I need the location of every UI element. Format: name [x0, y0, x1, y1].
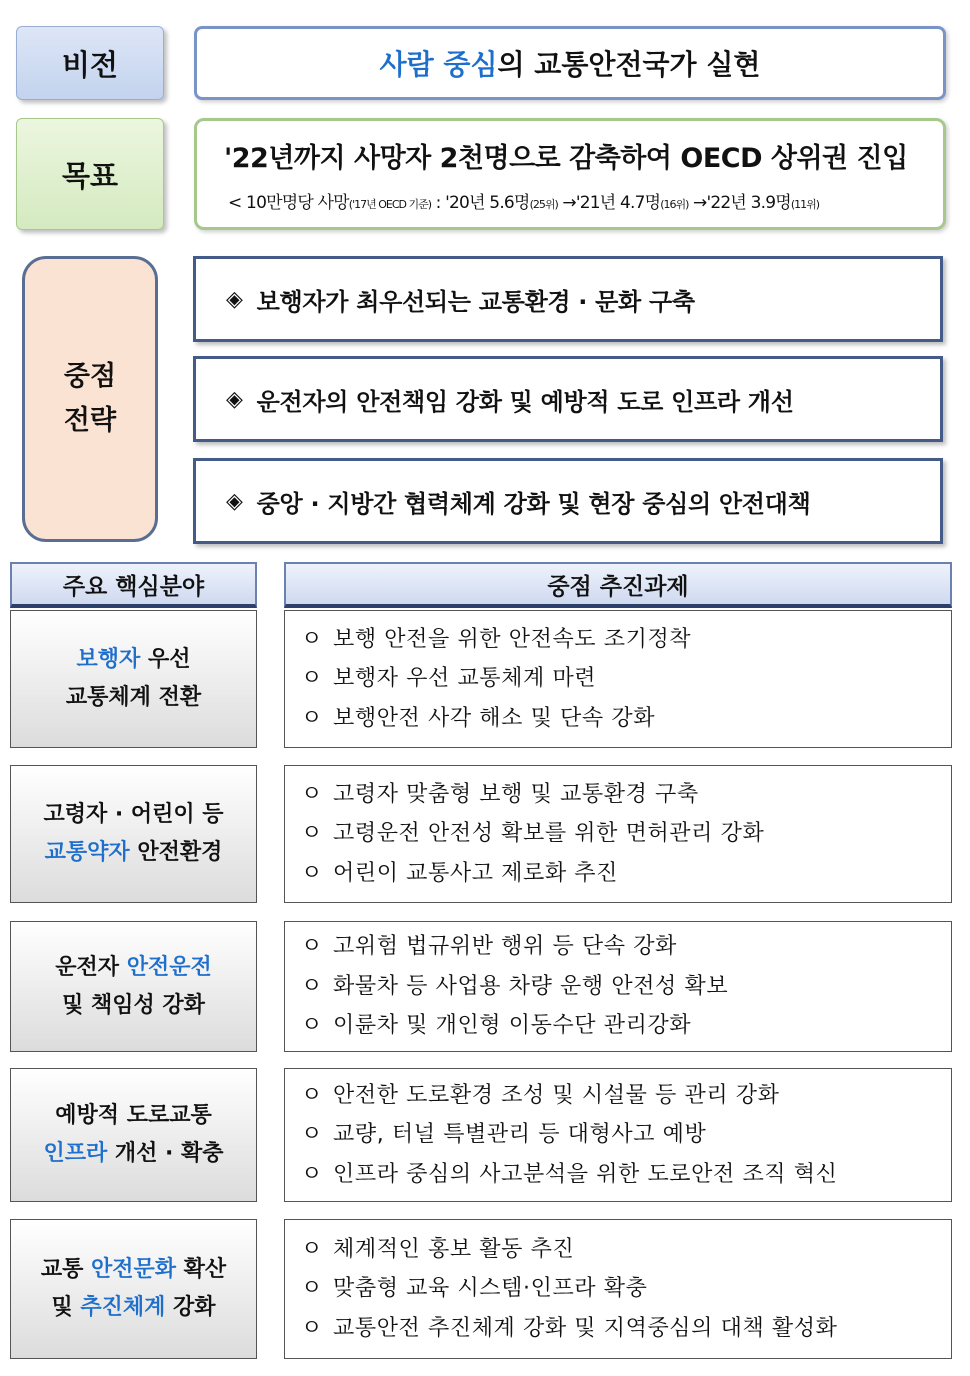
goal-sub-text: < 10만명당 사망('17년 OECD 기준) : '20년 5.6명(25위) →'21년 4.7명(16위) →'22년 3.9명(11위)	[228, 193, 820, 213]
area-cell: 보행자 우선 교통체계 전환	[10, 610, 257, 748]
goal-label: 목표	[16, 118, 164, 230]
vision-highlight: 사람 중심	[379, 48, 498, 81]
diamond-icon: ◈	[226, 286, 243, 312]
area-cell: 고령자 · 어린이 등 교통약자 안전환경	[10, 765, 257, 903]
tasks-cell	[284, 1219, 952, 1359]
task-item: ㅇ 고령자 맞춤형 보행 및 교통환경 구축	[301, 781, 699, 807]
area-cell: 운전자 안전운전 및 책임성 강화	[10, 921, 257, 1052]
area-cell: 교통 안전문화 확산 및 추진체계 강화	[10, 1219, 257, 1359]
tasks-cell	[284, 1068, 952, 1202]
task-item: ㅇ 보행안전 사각 해소 및 단속 강화	[301, 705, 656, 731]
task-item: ㅇ 인프라 중심의 사고분석을 위한 도로안전 조직 혁신	[301, 1161, 838, 1187]
task-item: ㅇ 교량, 터널 특별관리 등 대형사고 예방	[301, 1122, 707, 1148]
task-item: ㅇ 어린이 교통사고 제로화 추진	[301, 860, 619, 886]
tasks-cell	[284, 765, 952, 903]
vision-label: 비전	[16, 26, 164, 100]
task-item: ㅇ 보행 안전을 위한 안전속도 조기정착	[301, 626, 692, 652]
task-item: ㅇ 교통안전 추진체계 강화 및 지역중심의 대책 활성화	[301, 1315, 838, 1341]
task-item: ㅇ 맞춤형 교육 시스템·인프라 확충	[301, 1276, 648, 1302]
strategy-item: ◈ 운전자의 안전책임 강화 및 예방적 도로 인프라 개선	[193, 356, 943, 442]
vision-statement	[194, 26, 946, 100]
strategy-item: ◈ 보행자가 최우선되는 교통환경 · 문화 구축	[193, 256, 943, 342]
task-item: ㅇ 고령운전 안전성 확보를 위한 면허관리 강화	[301, 821, 765, 847]
task-item: ㅇ 안전한 도로환경 조성 및 시설물 등 관리 강화	[301, 1082, 780, 1108]
goal-main-text: '22년까지 사망자 2천명으로 감축하여 OECD 상위권 진입	[224, 143, 908, 174]
table-header-area: 주요 핵심분야	[10, 562, 257, 608]
task-item: ㅇ 이륜차 및 개인형 이동수단 관리강화	[301, 1013, 692, 1039]
tasks-cell	[284, 610, 952, 748]
task-item: ㅇ 보행자 우선 교통체계 마련	[301, 666, 597, 692]
task-item: ㅇ 고위험 법규위반 행위 등 단속 강화	[301, 934, 677, 960]
strategy-item: ◈ 중앙 · 지방간 협력체계 강화 및 현장 중심의 안전대책	[193, 458, 943, 544]
diamond-icon: ◈	[226, 386, 243, 412]
diamond-icon: ◈	[226, 488, 243, 514]
strategy-label: 중점 전략	[22, 256, 158, 542]
tasks-cell	[284, 921, 952, 1052]
area-cell: 예방적 도로교통 인프라 개선 · 확충	[10, 1068, 257, 1202]
table-header-tasks: 중점 추진과제	[284, 562, 952, 608]
vision-text: 의 교통안전국가 실현	[497, 48, 761, 81]
task-item: ㅇ 체계적인 홍보 활동 추진	[301, 1236, 575, 1262]
task-item: ㅇ 화물차 등 사업용 차량 운행 안전성 확보	[301, 973, 729, 999]
